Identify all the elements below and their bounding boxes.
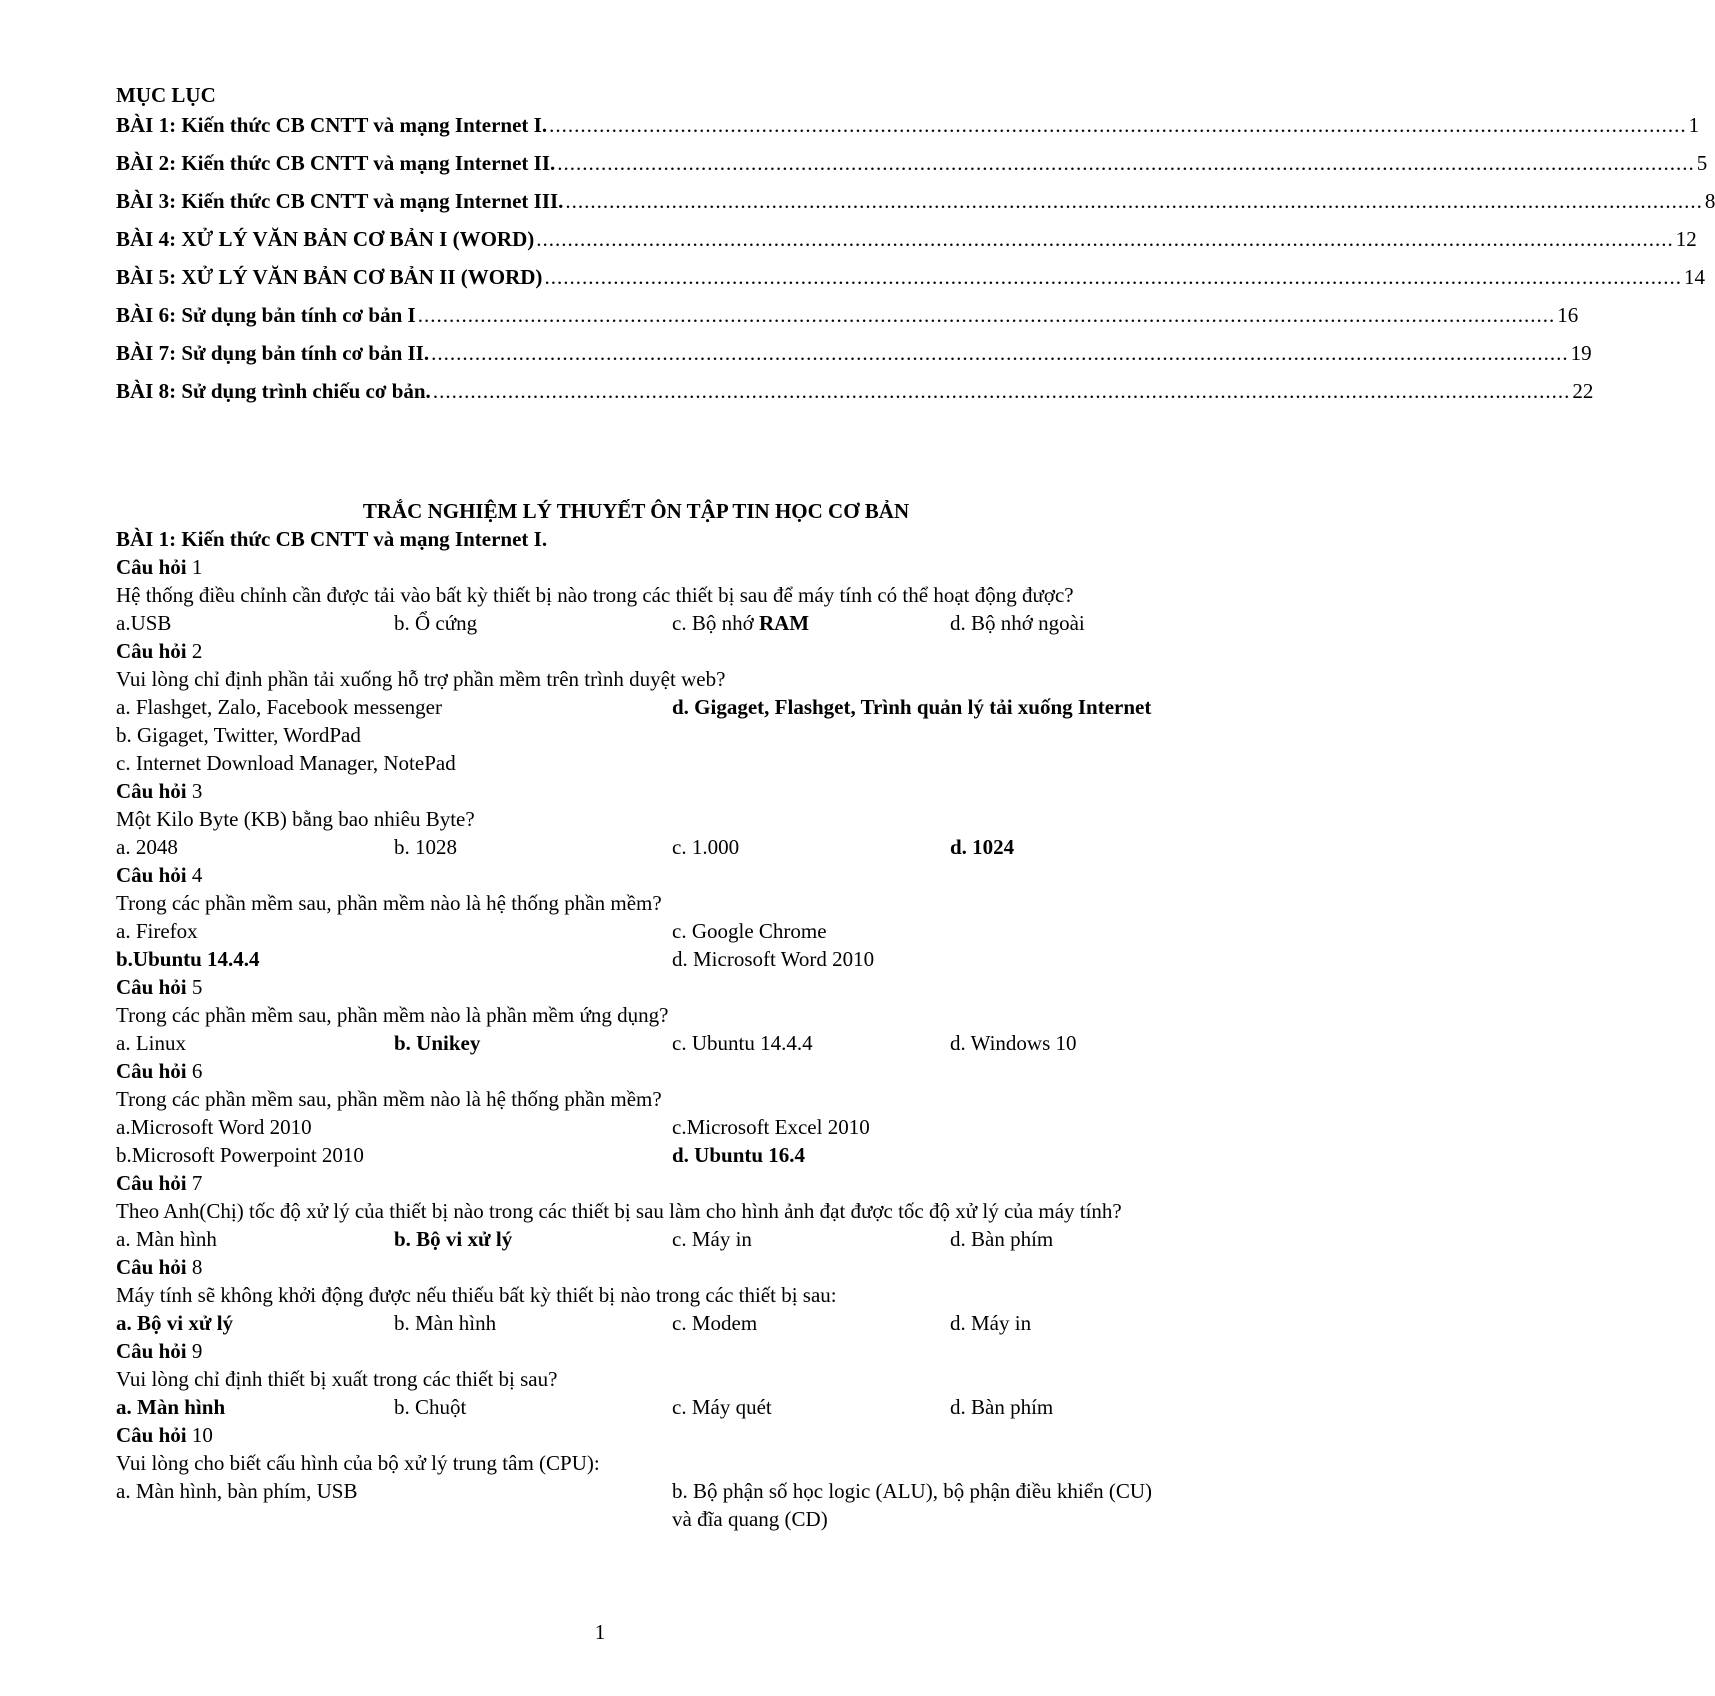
answer-options <box>116 1477 1156 1533</box>
option-c-text: c. Bộ nhớ <box>672 611 759 635</box>
option-d: d. Windows 10 <box>950 1031 1077 1055</box>
toc-entry-label: BÀI 8: Sử dụng trình chiếu cơ bản. <box>116 379 431 403</box>
option-b: b. Chuột <box>394 1395 467 1419</box>
question-label <box>116 553 1156 581</box>
option-c: c. Google Chrome <box>672 919 827 943</box>
answer-options <box>116 693 1156 777</box>
toc-entry[interactable] <box>116 218 1697 260</box>
question-label <box>116 777 1156 805</box>
question-number: 2 <box>191 639 203 663</box>
option-a: a. Màn hình <box>116 1395 226 1419</box>
option-b: b.Microsoft Powerpoint 2010 <box>116 1143 364 1167</box>
toc-leader-dots: ...................................................................................................................................................................................... <box>557 151 1695 175</box>
option-d: d. Microsoft Word 2010 <box>672 947 875 971</box>
toc-entry[interactable] <box>116 294 1579 336</box>
answer-options <box>116 609 1156 637</box>
question-number: 7 <box>191 1171 203 1195</box>
toc-entry-page: 5 <box>1696 151 1708 175</box>
toc-entry[interactable] <box>116 104 1700 146</box>
toc-entry-label: BÀI 1: Kiến thức CB CNTT và mạng Internet I. <box>116 113 548 137</box>
quiz-section <box>116 497 1156 1533</box>
answer-options <box>116 1029 1156 1057</box>
option-c: c. 1.000 <box>672 835 740 859</box>
answer-options <box>116 917 1156 973</box>
table-of-contents <box>116 82 1715 412</box>
option-b: b.Ubuntu 14.4.4 <box>116 947 260 971</box>
toc-entry-page: 22 <box>1572 379 1594 403</box>
toc-entry-page: 19 <box>1570 341 1592 365</box>
question-number: 6 <box>191 1059 203 1083</box>
option-d: d. Bộ nhớ ngoài <box>950 611 1085 635</box>
option-c: c. Modem <box>672 1311 758 1335</box>
option-d: d. Bàn phím <box>950 1227 1054 1251</box>
toc-leader-dots: ...................................................................................................................................................................................... <box>536 227 1674 251</box>
option-c: c. Máy quét <box>672 1395 772 1419</box>
option-a: a. Màn hình <box>116 1227 217 1251</box>
option-b: b. Unikey <box>394 1031 481 1055</box>
question-word: Câu hỏi <box>116 779 187 803</box>
question-number: 8 <box>191 1255 203 1279</box>
answer-options <box>116 833 1156 861</box>
option-d: d. Ubuntu 16.4 <box>672 1143 806 1167</box>
option-a: a. Flashget, Zalo, Facebook messenger <box>116 695 442 719</box>
option-a: a.Microsoft Word 2010 <box>116 1115 312 1139</box>
question-text: Một Kilo Byte (KB) bằng bao nhiêu Byte? <box>116 807 475 831</box>
option-c: c. Internet Download Manager, NotePad <box>116 751 456 775</box>
question-text: Trong các phần mềm sau, phần mềm nào là hệ thống phần mềm? <box>116 891 662 915</box>
option-d: d. Bàn phím <box>950 1395 1054 1419</box>
page-number: 1 <box>594 1620 606 1644</box>
question-text: Theo Anh(Chị) tốc độ xử lý của thiết bị nào trong các thiết bị sau làm cho hình ảnh đạt được tốc độ xử lý của máy tính? <box>116 1199 1122 1223</box>
question-number: 3 <box>191 779 203 803</box>
question-label <box>116 637 1156 665</box>
question-number: 10 <box>191 1423 213 1447</box>
answer-options <box>116 1309 1156 1337</box>
toc-entry-label: BÀI 3: Kiến thức CB CNTT và mạng Internet III. <box>116 189 564 213</box>
question-word: Câu hỏi <box>116 1171 187 1195</box>
toc-leader-dots: ...................................................................................................................................................................................... <box>431 341 1569 365</box>
option-a: a. Bộ vi xử lý <box>116 1311 234 1335</box>
question-text: Hệ thống điều chỉnh cần được tải vào bất kỳ thiết bị nào trong các thiết bị sau để máy tính có thể hoạt động được? <box>116 583 1074 607</box>
quiz-title: TRẮC NGHIỆM LÝ THUYẾT ÔN TẬP TIN HỌC CƠ BẢN <box>362 499 910 523</box>
option-c <box>672 609 950 637</box>
question-text: Trong các phần mềm sau, phần mềm nào là phần mềm ứng dụng? <box>116 1003 669 1027</box>
toc-entry[interactable] <box>116 370 1594 412</box>
toc-entry-page: 1 <box>1688 113 1700 137</box>
question-word: Câu hỏi <box>116 1423 187 1447</box>
question-word: Câu hỏi <box>116 639 187 663</box>
toc-leader-dots: ...................................................................................................................................................................................... <box>544 265 1682 289</box>
option-a: a.USB <box>116 611 172 635</box>
question-word: Câu hỏi <box>116 555 187 579</box>
option-d: d. Máy in <box>950 1311 1032 1335</box>
question-word: Câu hỏi <box>116 1059 187 1083</box>
toc-entry[interactable] <box>116 256 1705 298</box>
question-label <box>116 973 1156 1001</box>
option-a: a. Màn hình, bàn phím, USB <box>116 1479 358 1503</box>
question-label <box>116 1169 1156 1197</box>
question-number: 1 <box>191 555 203 579</box>
option-b: b. Bộ vi xử lý <box>394 1227 513 1251</box>
question-label <box>116 1253 1156 1281</box>
option-b: b. Bộ phận số học logic (ALU), bộ phận điều khiển (CU) và đĩa quang (CD) <box>672 1479 1152 1531</box>
option-b: b. Gigaget, Twitter, WordPad <box>116 723 361 747</box>
option-b: b. 1028 <box>394 835 457 859</box>
option-a: a. Linux <box>116 1031 186 1055</box>
question-text: Máy tính sẽ không khởi động được nếu thiếu bất kỳ thiết bị nào trong các thiết bị sau: <box>116 1283 837 1307</box>
option-c: c. Ubuntu 14.4.4 <box>672 1031 813 1055</box>
toc-entry-label: BÀI 4: XỬ LÝ VĂN BẢN CƠ BẢN I (WORD) <box>116 227 535 251</box>
option-b: b. Ổ cứng <box>394 611 478 635</box>
toc-leader-dots: ...................................................................................................................................................................................... <box>565 189 1703 213</box>
toc-entry-page: 12 <box>1675 227 1697 251</box>
toc-leader-dots: ...................................................................................................................................................................................... <box>432 379 1571 403</box>
question-label <box>116 1057 1156 1085</box>
question-label <box>116 861 1156 889</box>
toc-entry-page: 16 <box>1557 303 1579 327</box>
toc-entry[interactable] <box>116 180 1715 222</box>
toc-entry-label: BÀI 2: Kiến thức CB CNTT và mạng Internet II. <box>116 151 556 175</box>
question-label <box>116 1421 1156 1449</box>
toc-entry-page: 14 <box>1683 265 1705 289</box>
question-number: 9 <box>191 1339 203 1363</box>
toc-entry-label: BÀI 7: Sử dụng bản tính cơ bản II. <box>116 341 430 365</box>
answer-options <box>116 1113 1156 1169</box>
option-d: d. 1024 <box>950 835 1015 859</box>
toc-leader-dots: ...................................................................................................................................................................................... <box>417 303 1556 327</box>
question-text: Vui lòng chỉ định phần tải xuống hỗ trợ phần mềm trên trình duyệt web? <box>116 667 726 691</box>
option-a: a. Firefox <box>116 919 198 943</box>
question-word: Câu hỏi <box>116 863 187 887</box>
option-d: d. Gigaget, Flashget, Trình quản lý tải xuống Internet <box>672 695 1152 719</box>
lesson-title: BÀI 1: Kiến thức CB CNTT và mạng Internet I. <box>116 527 548 551</box>
question-label <box>116 1337 1156 1365</box>
question-number: 4 <box>191 863 203 887</box>
toc-entry-page: 8 <box>1704 189 1715 213</box>
option-c: c.Microsoft Excel 2010 <box>672 1115 870 1139</box>
question-number: 5 <box>191 975 203 999</box>
question-word: Câu hỏi <box>116 975 187 999</box>
toc-title: MỤC LỤC <box>116 83 216 107</box>
question-text: Trong các phần mềm sau, phần mềm nào là hệ thống phần mềm? <box>116 1087 662 1111</box>
toc-leader-dots: ...................................................................................................................................................................................... <box>549 113 1687 137</box>
toc-entry-label: BÀI 6: Sử dụng bản tính cơ bản I <box>116 303 416 327</box>
toc-entry[interactable] <box>116 332 1592 374</box>
toc-entry[interactable] <box>116 142 1708 184</box>
question-text: Vui lòng chỉ định thiết bị xuất trong các thiết bị sau? <box>116 1367 558 1391</box>
option-b: b. Màn hình <box>394 1311 497 1335</box>
question-word: Câu hỏi <box>116 1255 187 1279</box>
option-c-bold: RAM <box>758 611 810 635</box>
option-a: a. 2048 <box>116 835 178 859</box>
question-text: Vui lòng cho biết cấu hình của bộ xử lý trung tâm (CPU): <box>116 1451 600 1475</box>
question-word: Câu hỏi <box>116 1339 187 1363</box>
toc-entry-label: BÀI 5: XỬ LÝ VĂN BẢN CƠ BẢN II (WORD) <box>116 265 543 289</box>
option-c: c. Máy in <box>672 1227 752 1251</box>
answer-options <box>116 1393 1156 1421</box>
answer-options <box>116 1225 1156 1253</box>
options-left <box>116 693 672 777</box>
